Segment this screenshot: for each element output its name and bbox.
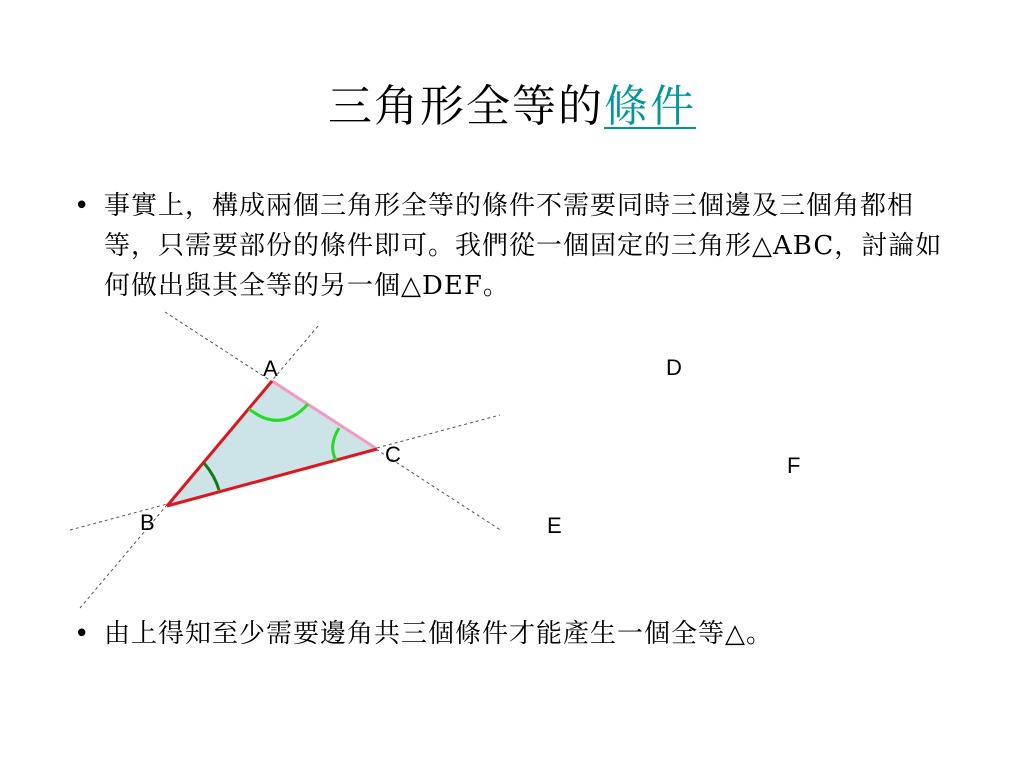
bullet-dot: •: [74, 619, 91, 649]
vertex-label-a: A: [263, 356, 278, 381]
vertex-label-c: C: [385, 442, 401, 467]
vertex-label-b: B: [140, 510, 155, 535]
bullet-text-2: 由上得知至少需要邊角共三個條件才能產生一個全等△。: [104, 619, 773, 649]
vertex-label-f: F: [787, 453, 801, 478]
bullet-text-1: 事實上，構成兩個三角形全等的條件不需要同時三個邊及三個角都相等，只需要部份的條件即可。我們從一個固定的三角形△ABC，討論如何做出與其全等的另一個△DEF。: [104, 191, 943, 301]
vertex-label-e: E: [547, 513, 562, 538]
triangle-abc-fill: [167, 381, 377, 506]
bullet-dot: •: [74, 191, 91, 221]
vertex-label-d: D: [666, 355, 682, 380]
slide-title-text: 三角形全等的: [328, 81, 604, 132]
slide-title-link[interactable]: 條件: [604, 81, 696, 132]
